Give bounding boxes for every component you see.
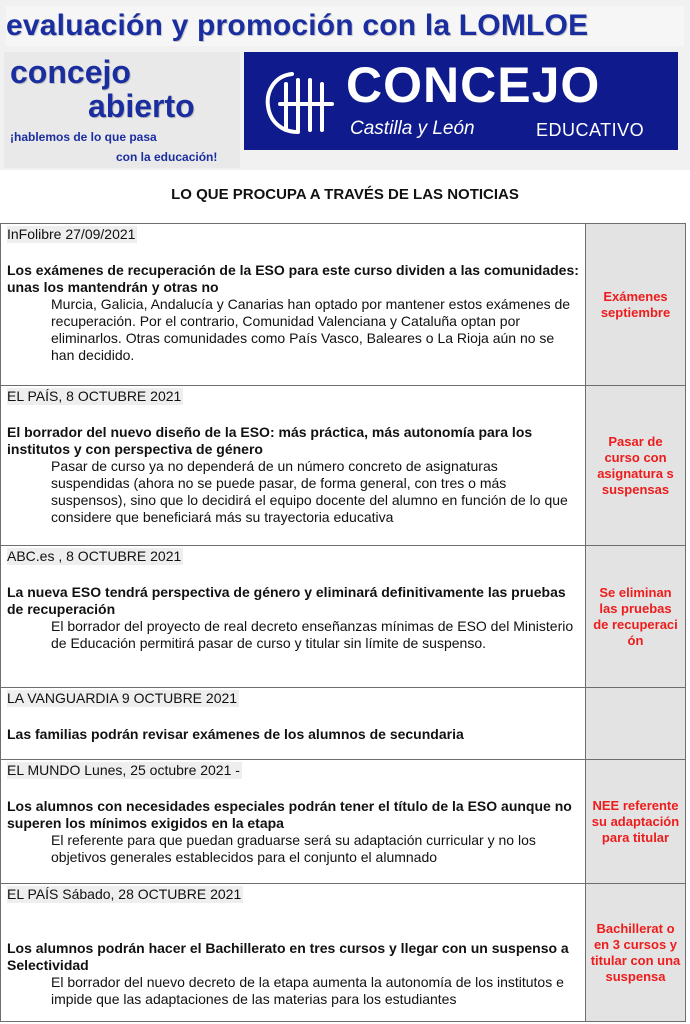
- news-cell: [1, 546, 586, 688]
- logo-wordmark: CONCEJO: [346, 57, 601, 113]
- news-tag: NEE referente su adaptación para titular: [586, 760, 686, 884]
- news-row: [1, 224, 686, 386]
- news-cell: [1, 760, 586, 884]
- news-source: EL PAÍS, 8 OCTUBRE 2021: [7, 388, 182, 404]
- banner-title: evaluación y promoción con la LOMLOE: [6, 6, 684, 46]
- news-cell: [1, 884, 586, 1022]
- news-row: [1, 546, 686, 688]
- news-source: EL MUNDO Lunes, 25 octubre 2021 -: [7, 762, 240, 778]
- concejo-educativo-logo: [244, 52, 678, 150]
- slogan-line2: con la educación!: [116, 150, 218, 164]
- news-tag: Bachillerat o en 3 cursos y titular con una suspensa: [586, 884, 686, 1022]
- concejo-abierto-block: [4, 52, 240, 168]
- news-summary: El borrador del nuevo decreto de la etapa aumenta la autonomía de los institutos e impide que las adaptaciones de las materias para los estudiantes: [51, 974, 564, 1007]
- news-summary: El referente para que puedan graduarse será su adaptación curricular y no los objetivos generales establecidos para el conjunto el alumnado: [51, 832, 536, 865]
- concejo-logo-icon: [262, 66, 340, 140]
- news-row: [1, 386, 686, 546]
- news-summary: El borrador del proyecto de real decreto enseñanzas mínimas de ESO del Ministerio de Educación permitirá pasar de curso y titular sin límite de suspenso.: [51, 618, 574, 651]
- news-headline: Los exámenes de recuperación de la ESO para este curso dividen a las comunidades: unas los mantendrán y otras no: [7, 262, 579, 295]
- news-headline: Los alumnos podrán hacer el Bachillerato en tres cursos y llegar con un suspenso a Selectividad: [7, 940, 569, 973]
- concejo-abierto-line2: abierto: [88, 88, 195, 124]
- header-banner: [0, 0, 690, 170]
- concejo-abierto-line1: concejo: [10, 54, 131, 90]
- news-table: [0, 223, 686, 1022]
- news-source: EL PAÍS Sábado, 28 OCTUBRE 2021: [7, 886, 242, 902]
- news-summary: Pasar de curso ya no dependerá de un número concreto de asignaturas suspendidas (ahora no se puede pasar, de forma general, con tres o más suspensos), sino que lo decidirá el equipo docente del alumno en función de lo que considere que beneficiará más su trayectoria educativa: [51, 458, 568, 525]
- news-headline: Las familias podrán revisar exámenes de los alumnos de secundaria: [7, 726, 464, 742]
- news-row: [1, 884, 686, 1022]
- page-heading: LO QUE PROCUPA A TRAVÉS DE LAS NOTICIAS: [171, 186, 519, 203]
- logo-educativo: EDUCATIVO: [536, 120, 645, 140]
- slogan-line1: ¡hablemos de lo que pasa: [10, 130, 157, 144]
- news-tag: [586, 688, 686, 760]
- news-cell: [1, 224, 586, 386]
- news-cell: [1, 386, 586, 546]
- news-tag: Exámenes septiembre: [586, 224, 686, 386]
- news-source: LA VANGUARDIA 9 OCTUBRE 2021: [7, 690, 238, 706]
- news-headline: Los alumnos con necesidades especiales podrán tener el título de la ESO aunque no superen los mínimos exigidos en la etapa: [7, 798, 572, 831]
- news-source: ABC.es , 8 OCTUBRE 2021: [7, 548, 182, 564]
- news-cell: [1, 688, 586, 760]
- news-source: InFolibre 27/09/2021: [7, 226, 136, 242]
- news-headline: El borrador del nuevo diseño de la ESO: más práctica, más autonomía para los institutos y con perspectiva de género: [7, 424, 533, 457]
- news-summary: Murcia, Galicia, Andalucía y Canarias han optado por mantener estos exámenes de recuperación. Por el contrario, Comunidad Valenciana y Cataluña optan por eliminarlos. Otras comunidades como País Vasco, Baleares o La Rioja aún no se han decidido.: [51, 296, 571, 363]
- news-tag: Se eliminan las pruebas de recuperaci ón: [586, 546, 686, 688]
- logo-region: Castilla y León: [350, 118, 475, 139]
- news-tag: Pasar de curso con asignatura s suspensas: [586, 386, 686, 546]
- news-row: [1, 760, 686, 884]
- news-row: [1, 688, 686, 760]
- news-headline: La nueva ESO tendrá perspectiva de género y eliminará definitivamente las pruebas de recuperación: [7, 584, 566, 617]
